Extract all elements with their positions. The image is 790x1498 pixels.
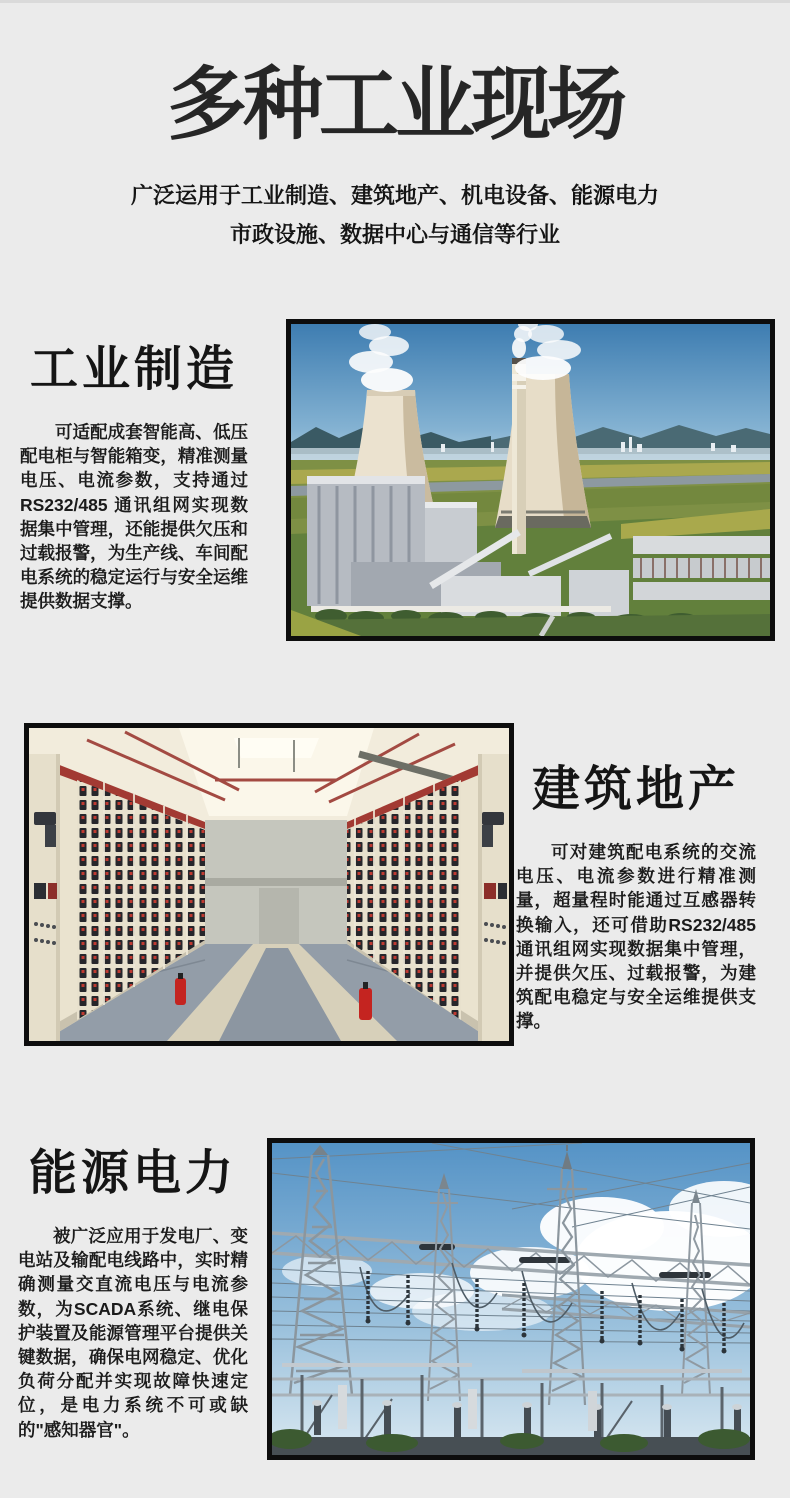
section-heading-industrial-manufacturing: 工业制造 bbox=[29, 343, 238, 396]
section-body-energy-power: 被广泛应用于发电厂、变电站及输配电线路中，实时精确测量交直流电压与电流参数，为SCADA系统、继电保护装置及能源管理平台提供关键数据，确保电网稳定、优化负荷分配并实现故障快速定位，是电力系统不可或缺的"感知器官"。 bbox=[18, 1226, 248, 1440]
section-heading-energy-power: 能源电力 bbox=[28, 1147, 237, 1200]
energy-power-photo bbox=[267, 1138, 755, 1460]
industrial-manufacturing-photo bbox=[286, 319, 775, 641]
page-title: 多种工业现场 bbox=[167, 60, 623, 149]
substation-illustration bbox=[272, 1143, 750, 1455]
section-industrial-manufacturing-text bbox=[20, 343, 248, 614]
power-plant-illustration bbox=[291, 324, 770, 636]
construction-realestate-photo bbox=[24, 723, 514, 1046]
section-heading-construction-realestate: 建筑地产 bbox=[531, 763, 740, 816]
top-divider-strip bbox=[0, 0, 790, 3]
subtitle-line-1: 广泛运用于工业制造、建筑地产、机电设备、能源电力 bbox=[130, 183, 659, 208]
section-energy-power-text bbox=[18, 1147, 248, 1442]
switchgear-room-illustration bbox=[29, 728, 509, 1041]
subtitle-line-2: 市政设施、数据中心与通信等行业 bbox=[229, 222, 560, 247]
section-body-industrial-manufacturing: 可适配成套智能高、低压配电柜与智能箱变，精准测量电压、电流参数，支持通过RS232/485 通讯组网实现数据集中管理，还能提供欠压和过载报警，为生产线、车间配电系统的稳定运行与安全运维提供数据支撑。 bbox=[20, 422, 248, 612]
section-construction-realestate-text bbox=[516, 763, 756, 1034]
section-body-construction-realestate: 可对建筑配电系统的交流电压、电流参数进行精准测量，超量程时能通过互感器转换输入，还可借助RS232/485 通讯组网实现数据集中管理，并提供欠压、过载报警，为建筑配电稳定与安全运维提供支撑。 bbox=[516, 842, 756, 1032]
